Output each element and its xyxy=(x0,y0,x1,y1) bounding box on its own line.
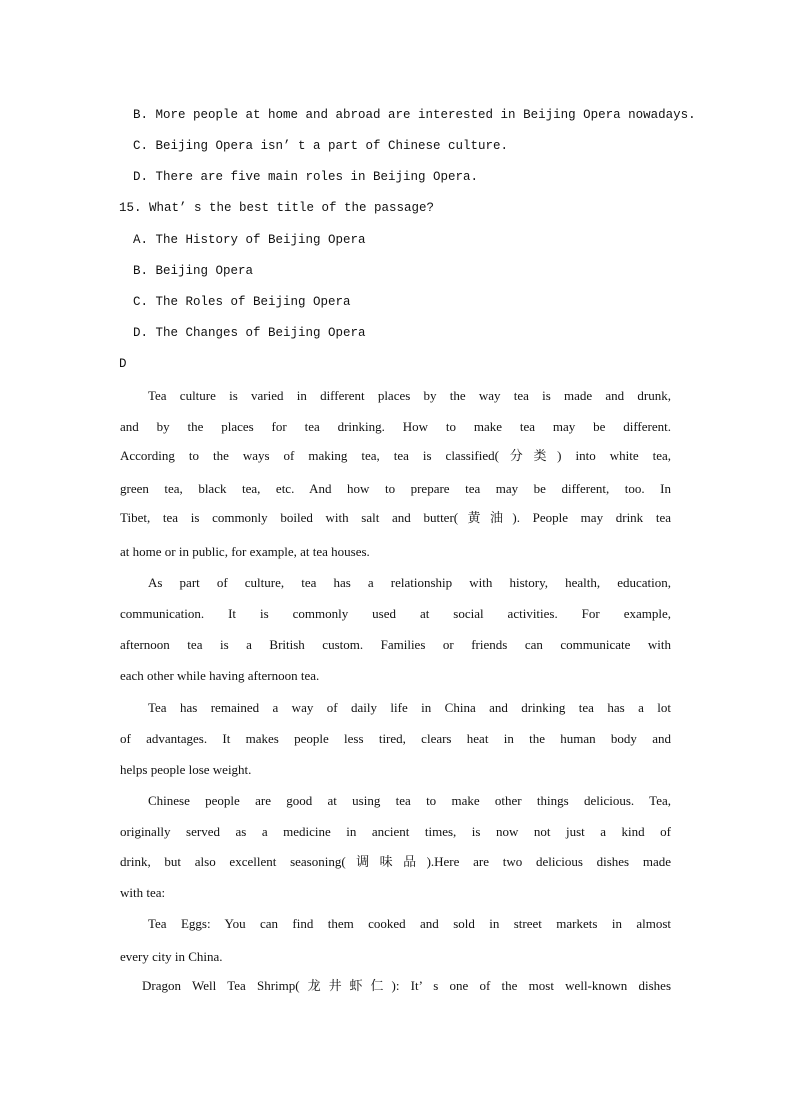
passage-line: Chinese people are good at using tea to make other things delicious. Tea, xyxy=(148,793,671,808)
passage-line: According to the ways of making tea, tea is classified(分类) into white tea, xyxy=(120,448,671,463)
passage-line: Tea culture is varied in different places by the way tea is made and drunk, xyxy=(148,388,671,403)
section-label: D xyxy=(119,357,127,371)
passage-line: Tea has remained a way of daily life in China and drinking tea has a lot xyxy=(148,700,671,715)
passage-line: with tea: xyxy=(120,885,166,900)
q15-option-c[interactable]: C. The Roles of Beijing Opera xyxy=(133,295,351,309)
q15-option-a[interactable]: A. The History of Beijing Opera xyxy=(133,233,366,247)
passage-line: green tea, black tea, etc. And how to prepare tea may be different, too. In xyxy=(120,481,671,496)
q15-option-d[interactable]: D. The Changes of Beijing Opera xyxy=(133,326,366,340)
passage-line: helps people lose weight. xyxy=(120,762,252,777)
q14-option-c[interactable]: C. Beijing Opera isn’ t a part of Chinese culture. xyxy=(133,139,509,153)
passage-line: Dragon Well Tea Shrimp(龙井虾仁): It’ s one of the most well-known dishes xyxy=(142,978,671,993)
passage-line: at home or in public, for example, at tea houses. xyxy=(120,544,370,559)
q14-option-d[interactable]: D. There are five main roles in Beijing Opera. xyxy=(133,170,479,184)
passage-line: drink, but also excellent seasoning(调味品).Here are two delicious dishes made xyxy=(120,854,671,869)
q15-stem: 15. What’ s the best title of the passage? xyxy=(119,201,435,215)
passage-line: As part of culture, tea has a relationship with history, health, education, xyxy=(148,575,671,590)
passage-line: originally served as a medicine in ancient times, is now not just a kind of xyxy=(120,824,671,839)
passage-line: afternoon tea is a British custom. Families or friends can communicate with xyxy=(120,637,671,652)
q15-option-b[interactable]: B. Beijing Opera xyxy=(133,264,254,278)
passage-line: of advantages. It makes people less tired, clears heat in the human body and xyxy=(120,731,671,746)
passage-line: Tibet, tea is commonly boiled with salt and butter(黄油). People may drink tea xyxy=(120,510,671,525)
passage-line: and by the places for tea drinking. How to make tea may be different. xyxy=(120,419,671,434)
q14-option-b[interactable]: B. More people at home and abroad are interested in Beijing Opera nowadays. xyxy=(133,108,696,122)
passage-line: communication. It is commonly used at social activities. For example, xyxy=(120,606,671,621)
passage-line: each other while having afternoon tea. xyxy=(120,668,320,683)
passage-line: every city in China. xyxy=(120,949,223,964)
passage-line: Tea Eggs: You can find them cooked and sold in street markets in almost xyxy=(148,916,671,931)
